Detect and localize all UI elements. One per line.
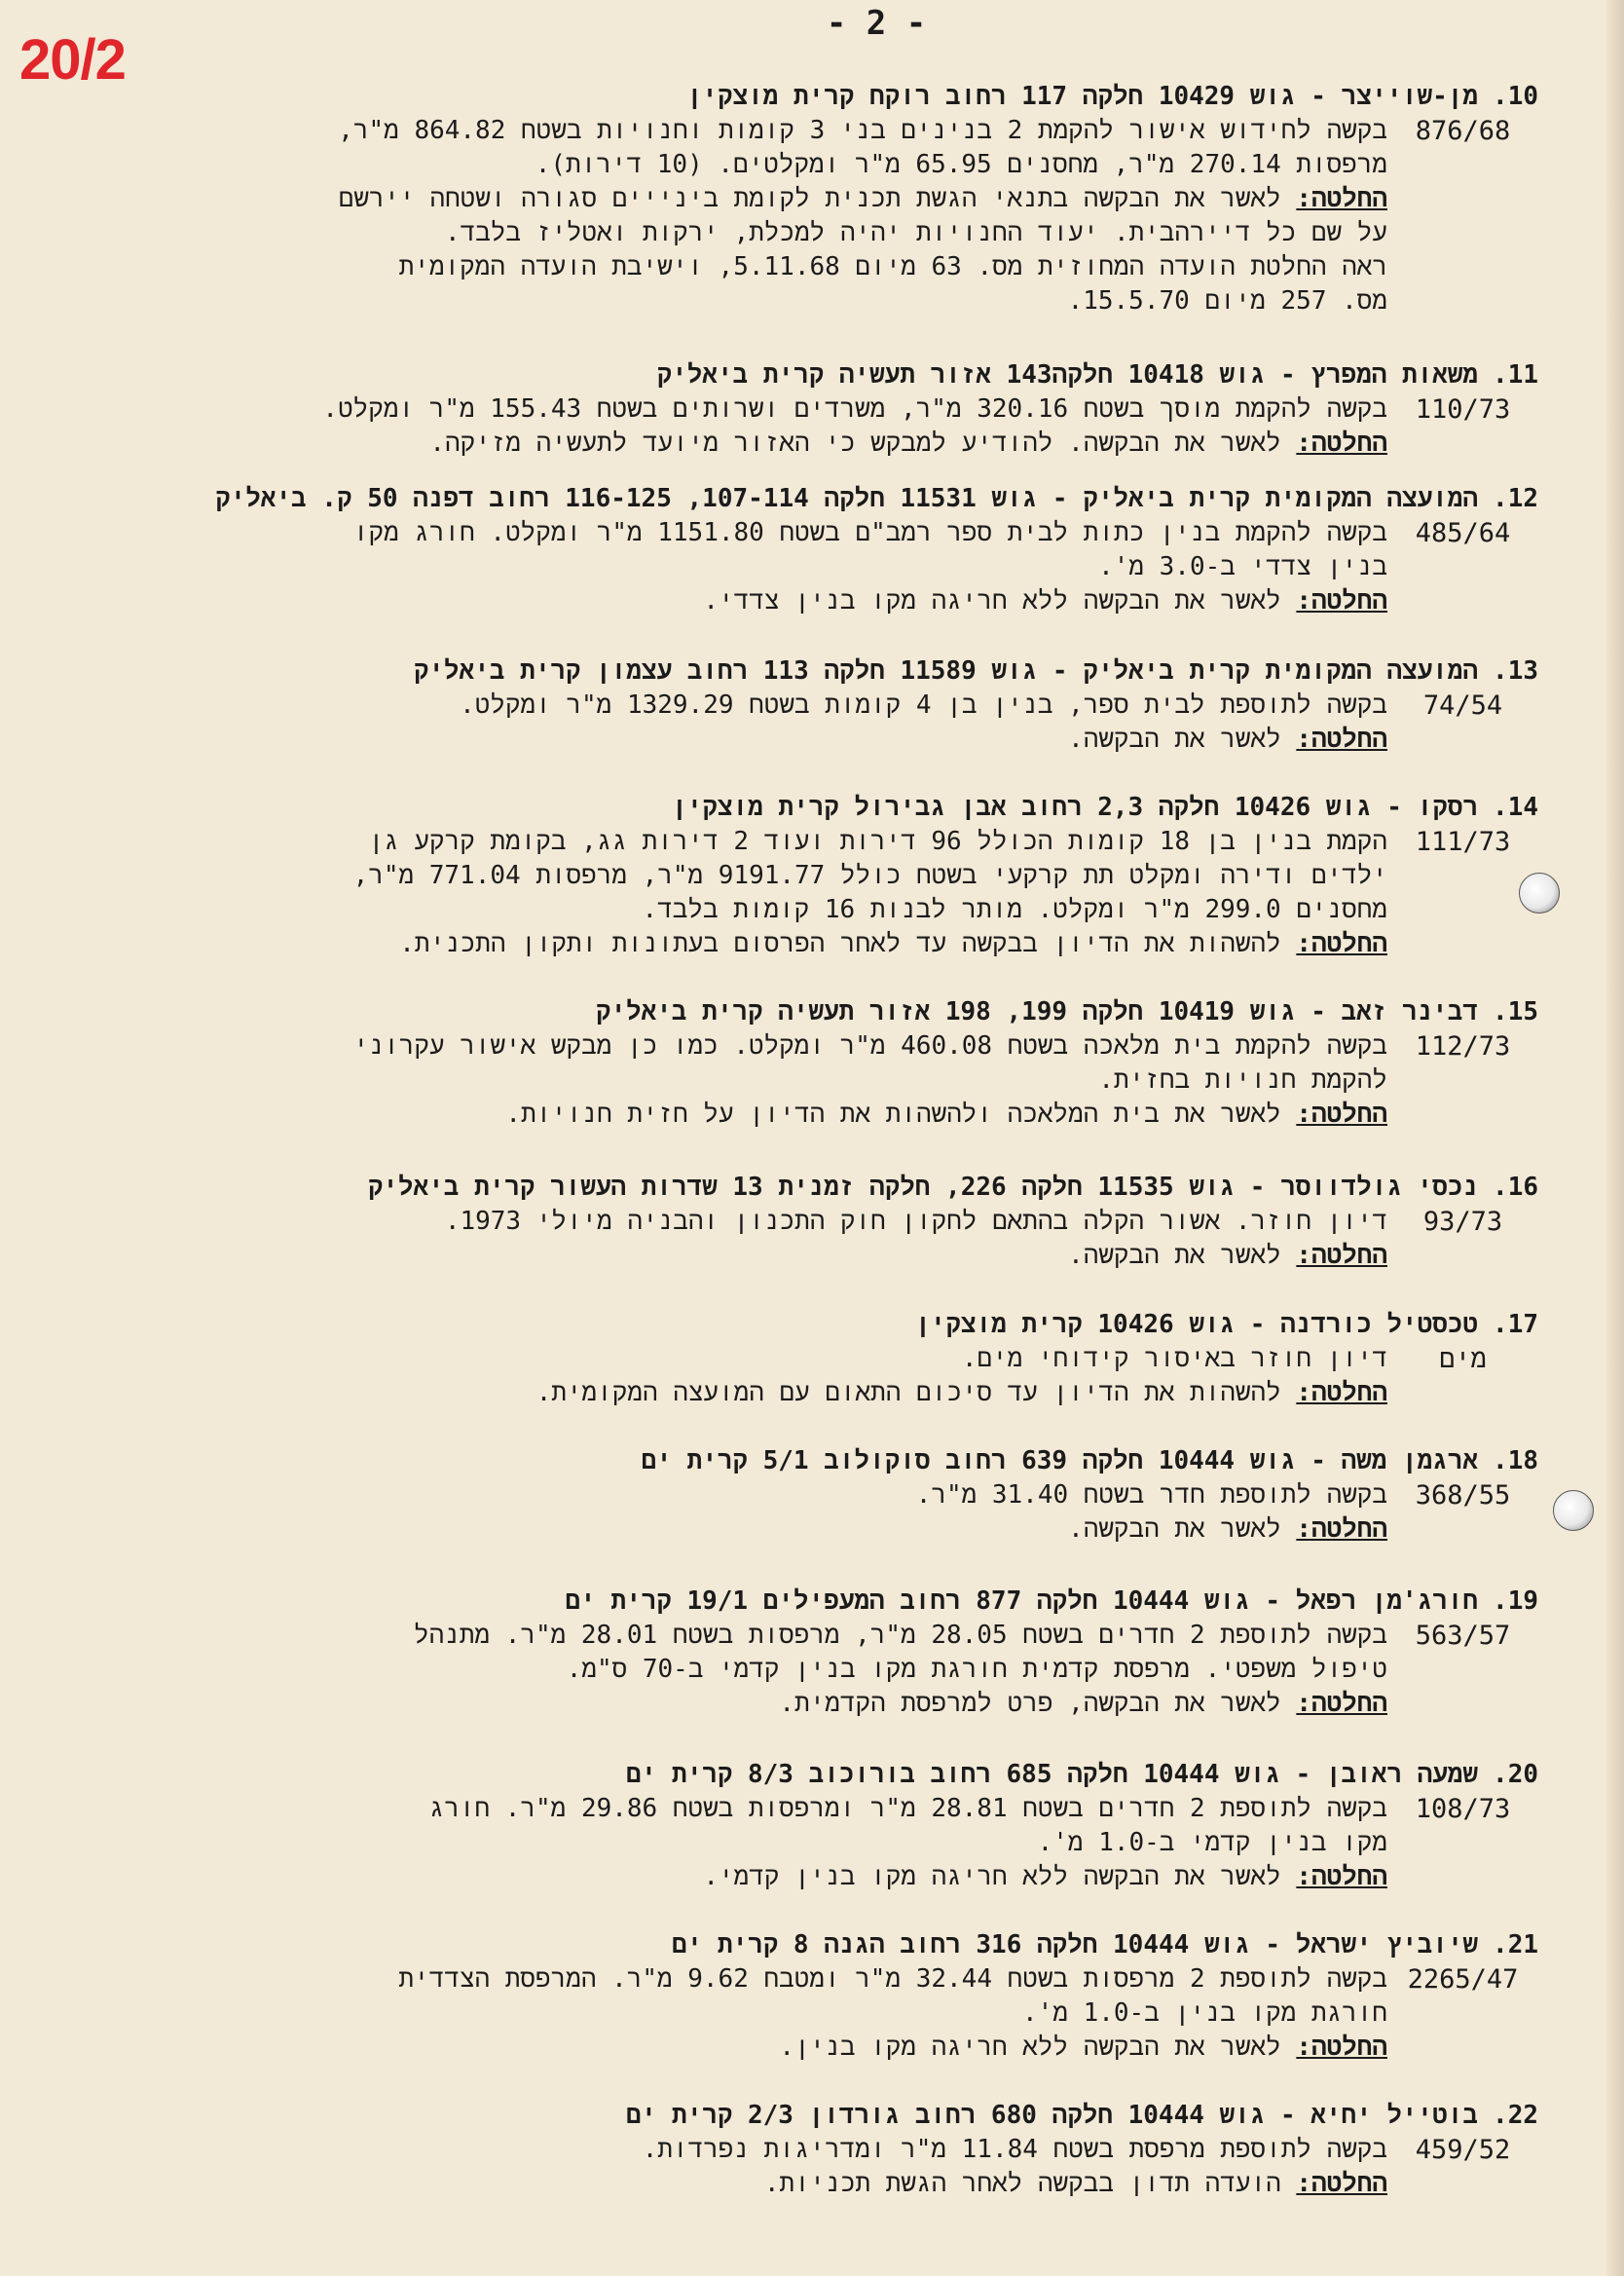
decision-label: החלטה: [1296, 429, 1387, 458]
item-number: 13. [1493, 656, 1538, 686]
request-line: מרפסות 270.14 מ"ר, מחסנים 65.95 מ"ר ומקלטים. (10 דירות). [535, 150, 1387, 179]
page-edge-shadow [1606, 0, 1624, 2276]
item-header [175, 791, 1538, 825]
item-title: דבינר זאב - גוש 10419 חלקה 199, 198 אזור תעשיה קרית ביאליק [595, 997, 1478, 1026]
item-text [175, 114, 1387, 318]
agenda-item [175, 995, 1538, 1132]
decision-label: החלטה: [1296, 725, 1387, 754]
item-body [175, 516, 1538, 618]
item-number: 14. [1493, 793, 1538, 822]
file-number: 563/57 [1415, 1621, 1511, 1651]
item-title: בוטייל יחיא - גוש 10444 חלקה 680 רחוב גורדון 2/3 קרית ים [626, 2101, 1478, 2130]
decision-label: החלטה: [1296, 1100, 1387, 1129]
file-number: 74/54 [1422, 690, 1503, 721]
agenda-item [175, 358, 1538, 461]
item-title: נכסי גולדווסר - גוש 11535 חלקה 226, חלקה זמנית 13 שדרות העשור קרית ביאליק [367, 1173, 1478, 1202]
decision-text: לאשר את הבקשה. [1068, 725, 1281, 754]
agenda-item [175, 1758, 1538, 1894]
item-body [175, 1342, 1538, 1410]
file-number: 459/52 [1415, 2135, 1511, 2165]
decision-text: להשהות את הדיון עד סיכום התאום עם המועצה המקומית. [535, 1378, 1281, 1407]
item-header [175, 654, 1538, 689]
item-number: 20. [1493, 1760, 1538, 1789]
item-text [175, 1029, 1387, 1132]
agenda-item [175, 1171, 1538, 1273]
decision-text: לאשר את הבקשה, פרט למרפסת הקדמית. [779, 1689, 1281, 1718]
decision-text: לאשר את הבקשה. [1068, 1514, 1281, 1544]
item-text [175, 1205, 1387, 1273]
item-body [175, 1029, 1538, 1132]
item-header [175, 995, 1538, 1029]
agenda-item [175, 1585, 1538, 1721]
item-number: 12. [1493, 484, 1538, 513]
item-text [175, 1619, 1387, 1721]
request-line: הקמת בנין בן 18 קומות הכולל 96 דירות ועוד 2 דירות גג, בקומת קרקע גן [368, 827, 1387, 856]
item-body [175, 1205, 1538, 1273]
item-header [175, 1928, 1538, 1962]
request-line: בקשה להקמת מוסך בשטח 320.16 מ"ר, משרדים ושרותים בשטח 155.43 מ"ר ומקלט. [322, 394, 1387, 424]
item-number: 17. [1493, 1310, 1538, 1339]
request-line: דיון חוזר. אשור הקלה בהתאם לחקון חוק התכנון והבניה מיולי 1973. [444, 1207, 1387, 1236]
request-line: דיון חוזר באיסור קידוחי מים. [961, 1344, 1387, 1373]
agenda-item [175, 1928, 1538, 2065]
decision-label: החלטה: [1296, 929, 1387, 958]
decision-label: החלטה: [1296, 1689, 1387, 1718]
decision-label: החלטה: [1296, 2033, 1387, 2062]
decision-label: החלטה: [1296, 1241, 1387, 1270]
page-number: - 2 - [826, 4, 927, 43]
item-body [175, 1962, 1538, 2065]
decision-label: החלטה: [1296, 184, 1387, 213]
decision-line [175, 1860, 1387, 1894]
request-line: מחסנים 299.0 מ"ר ומקלט. מותר לבנות 16 קומות בלבד. [642, 895, 1387, 924]
decision-line [175, 182, 1387, 216]
request-line: בקשה להקמת בית מלאכה בשטח 460.08 מ"ר ומקלט. כמו כן מבקש אישור עקרוני [353, 1031, 1387, 1061]
item-body [175, 114, 1538, 318]
decision-line [175, 1687, 1387, 1721]
item-title: טכסטיל כורדנה - גוש 10426 קרית מוצקין [915, 1310, 1478, 1339]
request-line: בקשה לתוספת מרפסת בשטח 11.84 מ"ר ומדריגות נפרדות. [642, 2135, 1387, 2164]
request-line: בקשה לתוספת 2 מרפסות בשטח 32.44 מ"ר ומטבח 9.62 מ"ר. המרפסת הצדדית [398, 1964, 1387, 1994]
request-line: בקשה לתוספת 2 חדרים בשטח 28.05 מ"ר, מרפסות בשטח 28.01 מ"ר. מתנהל [414, 1621, 1387, 1650]
item-header [175, 1585, 1538, 1619]
agenda-item [175, 791, 1538, 961]
decision-line [175, 2167, 1387, 2201]
decision-label: החלטה: [1296, 1862, 1387, 1891]
decision-line [175, 427, 1387, 461]
decision-line [175, 723, 1387, 757]
item-number: 18. [1493, 1446, 1538, 1475]
item-text [175, 1962, 1387, 2065]
item-header [175, 358, 1538, 392]
item-body [175, 689, 1538, 757]
file-number: 485/64 [1415, 518, 1511, 548]
decision-line [175, 927, 1387, 961]
item-number: 22. [1493, 2101, 1538, 2130]
item-text [175, 2133, 1387, 2201]
item-title: רסקו - גוש 10426 חלקה 2,3 רחוב אבן גבירול קרית מוצקין [672, 793, 1478, 822]
item-body [175, 1478, 1538, 1547]
item-number: 15. [1493, 997, 1538, 1026]
decision-label: החלטה: [1296, 1378, 1387, 1407]
file-number: 368/55 [1415, 1480, 1511, 1511]
file-number: 110/73 [1415, 394, 1511, 425]
request-line: מס. 257 מיום 15.5.70. [1067, 286, 1387, 316]
decision-text: לאשר את הבקשה ללא חריגה מקו בנין צדדי. [703, 586, 1281, 616]
request-line: בנין צדדי ב-3.0 מ'. [1098, 552, 1387, 581]
item-text [175, 516, 1387, 618]
decision-text: לאשר את הבקשה ללא חריגה מקו בנין קדמי. [703, 1862, 1281, 1891]
agenda-item [175, 1444, 1538, 1547]
request-line: על שם כל דיירהבית. יעוד החנויות יהיה למכלת, ירקות ואטליז בלבד. [444, 218, 1387, 247]
agenda-item [175, 2099, 1538, 2201]
request-line: להקמת חנויות בחזית. [1098, 1065, 1387, 1095]
decision-text: לאשר את הבקשה. [1068, 1241, 1281, 1270]
decision-text: לאשר את בית המלאכה ולהשהות את הדיון על חזית חנויות. [505, 1100, 1281, 1129]
file-number: מים [1439, 1344, 1487, 1374]
decision-text: לאשר את הבקשה. להודיע למבקש כי האזור מיועד לתעשיה מזיקה. [429, 429, 1281, 458]
request-line: בקשה לתוספת לבית ספר, בנין בן 4 קומות בשטח 1329.29 מ"ר ומקלט. [460, 690, 1387, 720]
decision-line [175, 2031, 1387, 2065]
decision-line [175, 1098, 1387, 1132]
request-line: בקשה להקמת בנין כתות לבית ספר רמב"ם בשטח 1151.80 מ"ר ומקלט. חורג מקו [352, 518, 1387, 547]
item-title: שמעה ראובן - גוש 10444 חלקה 685 רחוב בורוכוב 8/3 קרית ים [626, 1760, 1478, 1789]
item-title: חורג'מן רפאל - גוש 10444 חלקה 877 רחוב המעפילים 19/1 קרית ים [565, 1586, 1478, 1616]
item-header [175, 1171, 1538, 1205]
decision-text: להשהות את הדיון בבקשה עד לאחר הפרסום בעתונות ותקון התכנית. [399, 929, 1281, 958]
item-header [175, 2099, 1538, 2133]
item-body [175, 2133, 1538, 2201]
item-header [175, 1758, 1538, 1792]
request-line: בקשה לתוספת חדר בשטח 31.40 מ"ר. [915, 1480, 1387, 1510]
file-number: 108/73 [1415, 1794, 1511, 1824]
file-number: 112/73 [1415, 1031, 1511, 1062]
item-text [175, 825, 1387, 961]
stamp-label: 20/2 [19, 28, 126, 92]
item-title: משאות המפרץ - גוש 10418 חלקה143 אזור תעשיה קרית ביאליק [656, 360, 1478, 390]
agenda-item [175, 482, 1538, 618]
decision-text: הועדה תדון בבקשה לאחר הגשת תכניות. [763, 2169, 1281, 2198]
item-number: 10. [1493, 82, 1538, 111]
file-number: 93/73 [1422, 1207, 1503, 1237]
item-text [175, 1792, 1387, 1894]
item-header [175, 1444, 1538, 1478]
item-body [175, 1792, 1538, 1894]
item-header [175, 482, 1538, 516]
item-title: המועצה המקומית קרית ביאליק - גוש 11531 חלקה 107-114, 116-125 רחוב דפנה 50 ק. ביאליק [215, 484, 1478, 513]
request-line: בקשה לתוספת 2 חדרים בשטח 28.81 מ"ר ומרפסות בשטח 29.86 מ"ר. חורג [428, 1794, 1387, 1823]
decision-line [175, 584, 1387, 618]
item-number: 16. [1493, 1173, 1538, 1202]
item-number: 19. [1493, 1586, 1538, 1616]
decision-line [175, 1239, 1387, 1273]
item-body [175, 392, 1538, 461]
decision-text: לאשר את הבקשה ללא חריגה מקו בנין. [779, 2033, 1281, 2062]
binder-hole-icon [1553, 1490, 1594, 1531]
request-line: בקשה לחידוש אישור להקמת 2 בנינים בני 3 קומות וחנויות בשטח 864.82 מ"ר, [338, 116, 1387, 145]
item-text [175, 1478, 1387, 1547]
agenda-item [175, 654, 1538, 757]
item-text [175, 1342, 1387, 1410]
item-text [175, 392, 1387, 461]
item-title: שיוביץ ישראל - גוש 10444 חלקה 316 רחוב הגנה 8 קרית ים [671, 1930, 1478, 1959]
request-line: ראה החלטת הועדה המחוזית מס. 63 מיום 5.11.68, וישיבת הועדה המקומית [398, 252, 1387, 281]
item-header [175, 1308, 1538, 1342]
request-line: ילדים ודירה ומקלט תת קרקעי בשטח כולל 9191.77 מ"ר, מרפסות 771.04 מ"ר, [352, 861, 1387, 890]
decision-label: החלטה: [1296, 1514, 1387, 1544]
agenda-item [175, 80, 1538, 318]
file-number: 876/68 [1415, 116, 1511, 146]
item-text [175, 689, 1387, 757]
decision-line [175, 1376, 1387, 1410]
decision-line [175, 1512, 1387, 1547]
request-line: טיפול משפטי. מרפסת קדמית חורגת מקו בנין קדמי ב-70 ס"מ. [566, 1655, 1387, 1684]
decision-label: החלטה: [1296, 2169, 1387, 2198]
item-body [175, 825, 1538, 961]
item-title: ארגמן משה - גוש 10444 חלקה 639 רחוב סוקולוב 5/1 קרית ים [641, 1446, 1478, 1475]
item-title: מן-שוייצר - גוש 10429 חלקה 117 רחוב רוקח קרית מוצקין [686, 82, 1478, 111]
item-header [175, 80, 1538, 114]
item-body [175, 1619, 1538, 1721]
decision-label: החלטה: [1296, 586, 1387, 616]
item-number: 21. [1493, 1930, 1538, 1959]
item-number: 11. [1493, 360, 1538, 390]
item-title: המועצה המקומית קרית ביאליק - גוש 11589 חלקה 113 רחוב עצמון קרית ביאליק [413, 656, 1478, 686]
file-number: 111/73 [1415, 827, 1511, 857]
request-line: מקו בנין קדמי ב-1.0 מ'. [1037, 1828, 1387, 1857]
agenda-item [175, 1308, 1538, 1410]
file-number: 2265/47 [1407, 1964, 1519, 1995]
request-line: חורגת מקו בנין ב-1.0 מ'. [1022, 1998, 1387, 2028]
decision-text: לאשר את הבקשה בתנאי הגשת תכנית לקומת בינייים סגורה ושטחה יירשם [338, 184, 1281, 213]
